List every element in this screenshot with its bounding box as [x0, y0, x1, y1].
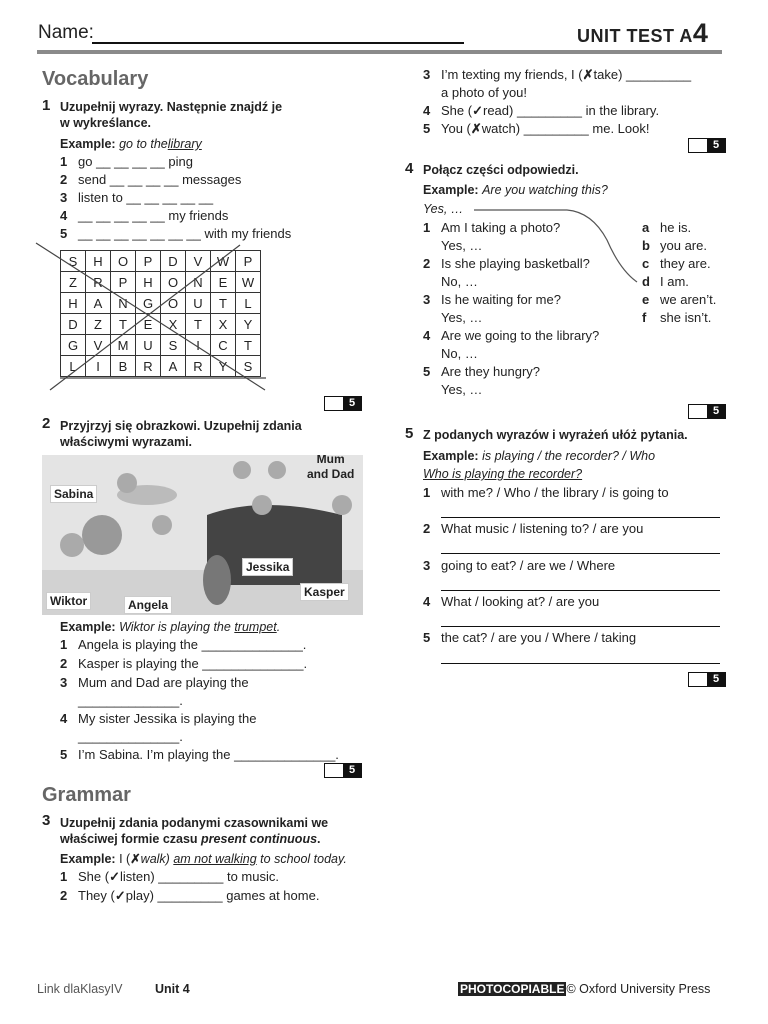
grid-cell[interactable]: S	[161, 335, 186, 356]
q4-option: e we aren’t.	[642, 292, 717, 307]
q3-example: Example: I (✗walk) am not walking to school today.	[60, 852, 347, 866]
grid-cell[interactable]: N	[186, 272, 211, 293]
grid-cell[interactable]: X	[161, 314, 186, 335]
label-angela: Angela	[124, 596, 172, 614]
grid-cell[interactable]: T	[211, 293, 236, 314]
q4-answers	[642, 219, 716, 327]
name-label: Name:	[38, 22, 94, 43]
label-jessika: Jessika	[242, 558, 293, 576]
vocabulary-title: Vocabulary	[42, 68, 149, 90]
label-kasper: Kasper	[300, 583, 349, 601]
grid-cell[interactable]: Y	[211, 356, 236, 377]
grid-cell[interactable]: S	[236, 356, 261, 377]
grid-cell[interactable]: R	[136, 356, 161, 377]
grid-cell[interactable]: N	[111, 293, 136, 314]
q4-number: 4	[405, 160, 414, 177]
q1-score-box[interactable]: 5	[324, 396, 362, 411]
grid-cell[interactable]: H	[61, 293, 86, 314]
q5-answer-line[interactable]	[441, 626, 720, 627]
grid-cell[interactable]: V	[86, 335, 111, 356]
grid-cell[interactable]: A	[86, 293, 111, 314]
grid-cell[interactable]: M	[111, 335, 136, 356]
q5-example: Example: is playing / the recorder? / Who	[423, 449, 656, 463]
q5-answer-line[interactable]	[441, 590, 720, 591]
footer-unit: Unit 4	[155, 982, 190, 996]
q5-score-box[interactable]: 5	[688, 672, 726, 687]
q4-score-box[interactable]: 5	[688, 404, 726, 419]
q5-answer-line[interactable]	[441, 553, 720, 554]
q5-instruction: Z podanych wyrazów i wyrażeń ułóż pytania.	[423, 428, 688, 442]
q5-item: 3 going to eat? / are we / Where	[423, 558, 616, 573]
q5-example-answer: Who is playing the recorder?	[423, 467, 583, 481]
q1-items	[60, 153, 291, 243]
photocopiable-badge: PHOTOCOPIABLE	[460, 982, 565, 996]
q4-instruction: Połącz części odpowiedzi.	[423, 163, 579, 177]
q1-item: 1 go __ __ __ __ ping	[60, 154, 193, 169]
q4-option: b you are.	[642, 238, 707, 253]
q2-item: 3 Mum and Dad are playing the	[60, 675, 249, 690]
grid-cell[interactable]: I	[186, 335, 211, 356]
grid-cell[interactable]: G	[136, 293, 161, 314]
grid-cell[interactable]: W	[211, 251, 236, 272]
q5-item: 2 What music / listening to? / are you	[423, 521, 644, 536]
q3-item-cont: a photo of you!	[441, 85, 528, 100]
q4-question: 3 Is he waiting for me?	[423, 292, 561, 307]
grid-cell[interactable]: D	[61, 314, 86, 335]
q2-score-box[interactable]: 5	[324, 763, 362, 778]
grid-cell[interactable]: E	[136, 314, 161, 335]
grid-cell[interactable]: V	[186, 251, 211, 272]
grid-cell[interactable]: O	[161, 272, 186, 293]
q1-example: Example: go to thelibrary	[60, 137, 202, 151]
grid-cell[interactable]: O	[111, 251, 136, 272]
footer-copyright: PHOTOCOPIABLE © Oxford University Press	[460, 982, 711, 996]
grid-cell[interactable]: P	[136, 251, 161, 272]
q3-item: 4 She (✓read) _________ in the library.	[423, 103, 660, 118]
grammar-title: Grammar	[42, 784, 131, 806]
q3-item: 1 She (✓listen) _________ to music.	[60, 869, 279, 884]
grid-cell[interactable]: L	[236, 293, 261, 314]
footer-series: Link dlaKlasyIV	[37, 982, 123, 996]
q4-answer-stub: No, …	[441, 346, 478, 361]
q4-answer-stub: No, …	[441, 274, 478, 289]
q3-items-right	[423, 66, 691, 138]
grid-cell[interactable]: T	[186, 314, 211, 335]
q2-items	[60, 636, 339, 764]
q5-item: 5 the cat? / are you / Where / taking	[423, 630, 637, 645]
q2-item-cont: ______________.	[78, 693, 183, 708]
grid-cell[interactable]: A	[161, 356, 186, 377]
q2-example: Example: Wiktor is playing the trumpet.	[60, 620, 281, 634]
label-sabina: Sabina	[50, 485, 97, 503]
grid-cell[interactable]: Y	[236, 314, 261, 335]
grid-cell[interactable]: H	[86, 251, 111, 272]
q5-answer-line[interactable]	[441, 517, 720, 518]
q4-question: 4 Are we going to the library?	[423, 328, 600, 343]
q2-item: 1 Angela is playing the ______________.	[60, 637, 307, 652]
q1-item: 4 __ __ __ __ __ my friends	[60, 208, 229, 223]
q1-instruction: Uzupełnij wyrazy. Następnie znajdź je w wykreślance.	[60, 100, 283, 130]
q4-option: d I am.	[642, 274, 689, 289]
grid-cell[interactable]: O	[161, 293, 186, 314]
grid-cell[interactable]: P	[236, 251, 261, 272]
q5-number: 5	[405, 425, 414, 442]
grid-cell[interactable]: R	[86, 272, 111, 293]
grid-cell[interactable]: W	[236, 272, 261, 293]
q4-example-answer: Yes, …	[423, 202, 464, 216]
q4-questions	[423, 219, 599, 399]
band-illustration	[42, 455, 363, 615]
label-wiktor: Wiktor	[46, 592, 91, 610]
q3-number: 3	[42, 812, 51, 829]
grid-cell[interactable]: I	[86, 356, 111, 377]
grid-cell[interactable]: E	[211, 272, 236, 293]
label-mum-and-dad: Mum and Dad	[307, 455, 355, 481]
q2-item: 5 I’m Sabina. I’m playing the ______________.	[60, 747, 339, 762]
grid-cell[interactable]: T	[111, 314, 136, 335]
q3-items-left	[60, 868, 319, 905]
grid-cell[interactable]: X	[211, 314, 236, 335]
header-rule	[37, 50, 722, 54]
q4-option: c they are.	[642, 256, 711, 271]
q4-question: 2 Is she playing basketball?	[423, 256, 590, 271]
grid-cell[interactable]: C	[211, 335, 236, 356]
grid-cell[interactable]: H	[136, 272, 161, 293]
unit-test-title: UNIT TEST A4	[577, 18, 709, 48]
grid-cell[interactable]: U	[186, 293, 211, 314]
q4-question: 5 Are they hungry?	[423, 364, 541, 379]
q5-item: 1 with me? / Who / the library / is going to	[423, 485, 669, 500]
q2-item: 2 Kasper is playing the ______________.	[60, 656, 308, 671]
grid-cell[interactable]: B	[111, 356, 136, 377]
grid-cell[interactable]: R	[186, 356, 211, 377]
q2-item-cont: ______________.	[78, 729, 183, 744]
q5-item: 4 What / looking at? / are you	[423, 594, 600, 609]
grid-cell[interactable]: D	[161, 251, 186, 272]
q2-item: 4 My sister Jessika is playing the	[60, 711, 257, 726]
q1-item: 2 send __ __ __ __ messages	[60, 172, 242, 187]
q5-answer-line[interactable]	[441, 663, 720, 664]
name-field[interactable]	[92, 42, 464, 44]
q1-item: 3 listen to __ __ __ __ __	[60, 190, 214, 205]
grid-cell[interactable]: Z	[61, 272, 86, 293]
q4-answer-stub: Yes, …	[441, 238, 483, 253]
q4-option: a he is.	[642, 220, 692, 235]
q4-answer-stub: Yes, …	[441, 310, 483, 325]
q4-example: Example: Are you watching this?	[423, 183, 608, 197]
grid-cell[interactable]: S	[61, 251, 86, 272]
q2-instruction: Przyjrzyj się obrazkowi. Uzupełnij zdania właściwymi wyrazami.	[60, 419, 302, 449]
grid-cell[interactable]: L	[61, 356, 86, 377]
grid-cell[interactable]: G	[61, 335, 86, 356]
q3-item: 3 I’m texting my friends, I (✗take) _________	[423, 67, 692, 82]
grid-cell[interactable]: Z	[86, 314, 111, 335]
q4-option: f she isn’t.	[642, 310, 712, 325]
q3-item: 2 They (✓play) _________ games at home.	[60, 888, 320, 903]
grid-cell[interactable]: T	[236, 335, 261, 356]
q4-answer-stub: Yes, …	[441, 382, 483, 397]
q3-item: 5 You (✗watch) _________ me. Look!	[423, 121, 650, 136]
q1-item: 5 __ __ __ __ __ __ __ with my friends	[60, 226, 292, 241]
example-strike-lines	[30, 235, 280, 395]
q2-number: 2	[42, 415, 51, 432]
q3-score-box[interactable]: 5	[688, 138, 726, 153]
grid-cell[interactable]: P	[111, 272, 136, 293]
q4-question: 1 Am I taking a photo?	[423, 220, 561, 235]
q1-number: 1	[42, 97, 51, 114]
grid-cell[interactable]: U	[136, 335, 161, 356]
q3-instruction: Uzupełnij zdania podanymi czasownikami we właściwej formie czasu present continuous.	[60, 816, 329, 846]
